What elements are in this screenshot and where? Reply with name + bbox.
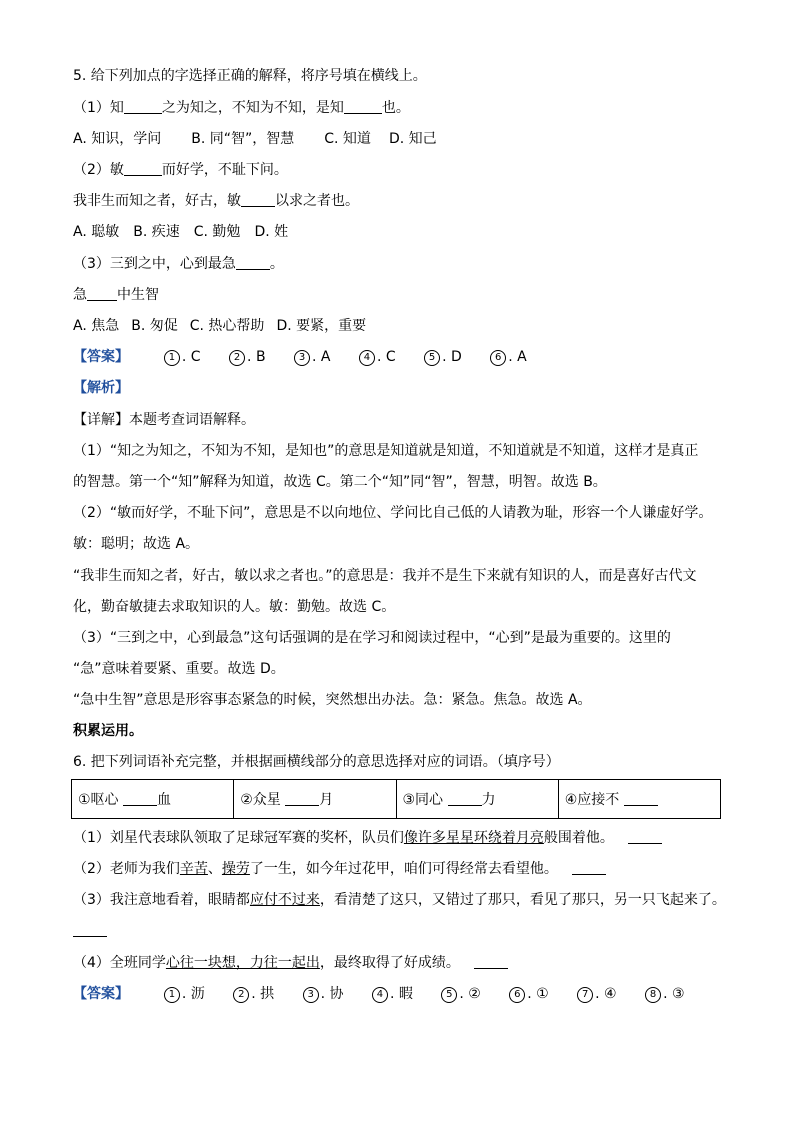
q5-sentence-2 <box>73 160 288 180</box>
answer-value: . 拱 <box>251 986 275 1002</box>
q5-s2b-end: 以求之者也。 <box>275 193 359 209</box>
option: A. 焦急 <box>73 318 120 334</box>
word-prefix: ③同心 <box>402 792 444 808</box>
answer-blank <box>572 860 606 875</box>
q5-s3b-pre: 急 <box>73 287 87 303</box>
circled-number: 5 <box>441 987 457 1003</box>
word-suffix: 力 <box>481 792 496 808</box>
word-prefix: ②众星 <box>240 792 281 808</box>
q6-word-table <box>71 779 721 819</box>
q6-s3-end: ，看清楚了这只，又错过了那只，看见了那只，另一只飞起来了。 <box>319 892 726 908</box>
q5-options-1 <box>73 129 437 149</box>
q5-s1-mid: 之为知之，不知为不知，是知 <box>161 100 344 116</box>
q5-s1-pre: （1）知 <box>73 100 124 116</box>
analysis-label: 【解析】 <box>73 380 129 396</box>
analysis-line: 【详解】本题考查词语解释。 <box>73 412 255 428</box>
answer-value: . B <box>247 349 266 365</box>
answer-blank <box>624 791 658 806</box>
analysis-line: 的智慧。第一个“知”解释为知道，故选 C。第二个“知”同“智”，智慧，明智。故选 B。 <box>73 474 607 490</box>
q6-sentence-4 <box>73 953 508 973</box>
word-suffix: 月 <box>319 792 334 808</box>
option: B. 匆促 <box>131 318 178 334</box>
circled-number: 5 <box>424 350 440 366</box>
answer-label: 【答案】 <box>73 349 129 365</box>
answer-blank <box>87 286 117 301</box>
q6-s4-pre: （4）全班同学 <box>73 955 166 971</box>
q5-sentence-3b <box>73 285 159 305</box>
circled-number: 6 <box>490 350 506 366</box>
underlined-phrase: 辛苦 <box>179 861 208 877</box>
answer-blank <box>474 954 508 969</box>
answer-value: . ③ <box>663 986 685 1002</box>
circled-number: 2 <box>229 350 245 366</box>
analysis-line: （2）“敏而好学，不耻下问”，意思是不以向地位、学问比自己低的人请教为耻，形容一个人谦虚好学。 <box>73 505 713 521</box>
answer-blank <box>285 791 319 806</box>
answer-value: . ① <box>527 986 549 1002</box>
option: A. 聪敏 <box>73 224 120 240</box>
option: D. 要紧，重要 <box>276 318 367 334</box>
q6-sentence-1 <box>73 828 662 848</box>
q6-s2-pre: （2）老师为我们 <box>73 861 180 877</box>
section-title: 积累运用。 <box>73 723 143 739</box>
q5-answer-row <box>73 347 551 367</box>
word-cell <box>558 780 720 819</box>
answer-value: . 沥 <box>181 986 205 1002</box>
circled-number: 4 <box>372 987 388 1003</box>
underlined-phrase: 心往一块想，力往一起出 <box>165 955 320 971</box>
analysis-line: （1）“知之为知之，不知为不知，是知也”的意思是知道就是知道，不知道就是不知道，这样才是真正 <box>73 443 699 459</box>
answer-blank <box>236 255 270 270</box>
word-cell <box>234 780 396 819</box>
word-prefix: ④应接不 <box>564 792 620 808</box>
q5-s2-end: 而好学，不耻下问。 <box>161 162 288 178</box>
answer-value: . C <box>181 349 201 365</box>
option: C. 热心帮助 <box>189 318 265 334</box>
q6-sentence-2 <box>73 859 606 879</box>
q6-answer-row <box>73 984 709 1004</box>
word-cell <box>396 780 558 819</box>
analysis-line: “我非生而知之者，好古，敏以求之者也。”的意思是：我并不是生下来就有知识的人，而是喜好古代文 <box>73 568 697 584</box>
q5-s3-end: 。 <box>269 256 284 272</box>
analysis-line: 敏：聪明；故选 A。 <box>73 536 200 552</box>
answer-value: . A <box>508 349 527 365</box>
answer-blank <box>73 922 107 937</box>
q6-title: 6. 把下列词语补充完整，并根据画横线部分的意思选择对应的词语。（填序号） <box>73 754 560 770</box>
q5-options-2 <box>73 222 288 242</box>
answer-value: . ④ <box>595 986 617 1002</box>
answer-blank <box>123 791 157 806</box>
q6-s2-sep: 、 <box>207 861 222 877</box>
q6-sentence-3 <box>73 890 726 910</box>
circled-number: 4 <box>359 350 375 366</box>
answer-blank <box>241 192 275 207</box>
answer-value: . 协 <box>320 986 344 1002</box>
option: C. 知道 <box>324 131 371 147</box>
answer-value: . C <box>376 349 396 365</box>
answer-value: . D <box>442 349 462 365</box>
circled-number: 2 <box>233 987 249 1003</box>
q6-s4-end: ，最终取得了好成绩。 <box>319 955 460 971</box>
word-cell <box>72 780 234 819</box>
circled-number: 7 <box>577 987 593 1003</box>
underlined-phrase: 应付不过来 <box>249 892 320 908</box>
option: D. 知己 <box>388 131 437 147</box>
analysis-line: “急中生智”意思是形容事态紧急的时候，突然想出办法。急：紧急。焦急。故选 A。 <box>73 692 592 708</box>
circled-number: 3 <box>303 987 319 1003</box>
word-prefix: ①呕心 <box>78 792 119 808</box>
q5-sentence-3 <box>73 254 284 274</box>
answer-blank <box>448 791 482 806</box>
answer-blank <box>124 161 162 176</box>
underlined-phrase: 像许多星星环绕着月亮 <box>403 830 544 846</box>
answer-value: . A <box>312 349 331 365</box>
circled-number: 1 <box>164 350 180 366</box>
answer-blank <box>124 99 162 114</box>
q6-s1-end: 般围着他。 <box>543 830 614 846</box>
q5-title: 5. 给下列加点的字选择正确的解释，将序号填在横线上。 <box>73 68 427 84</box>
analysis-line: （3）“三到之中，心到最急”这句话强调的是在学习和阅读过程中，“心到”是最为重要的。这里的 <box>73 630 671 646</box>
q5-s3b-end: 中生智 <box>117 287 159 303</box>
q6-s3-pre: （3）我注意地看着，眼睛都 <box>73 892 250 908</box>
circled-number: 1 <box>164 987 180 1003</box>
option: D. 姓 <box>254 224 289 240</box>
option: B. 疾速 <box>133 224 180 240</box>
answer-blank <box>628 829 662 844</box>
answer-blank <box>344 99 382 114</box>
analysis-line: 化，勤奋敏捷去求取知识的人。敏：勤勉。故选 C。 <box>73 599 396 615</box>
q5-s2-pre: （2）敏 <box>73 162 124 178</box>
underlined-phrase: 操劳 <box>221 861 250 877</box>
answer-value: . 暇 <box>389 986 413 1002</box>
circled-number: 6 <box>509 987 525 1003</box>
q5-sentence-1 <box>73 98 410 118</box>
option: A. 知识，学问 <box>73 131 162 147</box>
q5-s3-pre: （3）三到之中，心到最急 <box>73 256 236 272</box>
circled-number: 3 <box>294 350 310 366</box>
q5-sentence-2b <box>73 191 359 211</box>
q5-options-3 <box>73 316 366 336</box>
q5-s1-end: 也。 <box>381 100 410 116</box>
option: B. 同“智”，智慧 <box>191 131 295 147</box>
word-suffix: 血 <box>157 792 172 808</box>
analysis-line: “急”意味着要紧、重要。故选 D。 <box>73 661 285 677</box>
circled-number: 8 <box>645 987 661 1003</box>
answer-value: . ② <box>459 986 481 1002</box>
answer-label: 【答案】 <box>73 986 129 1002</box>
q6-sentence-3-blank-line <box>73 921 107 941</box>
q6-s1-pre: （1）刘星代表球队领取了足球冠军赛的奖杯，队员们 <box>73 830 404 846</box>
option: C. 勤勉 <box>193 224 241 240</box>
q5-s2b-pre: 我非生而知之者，好古，敏 <box>73 193 241 209</box>
q6-s2-end: 了一生，如今年过花甲，咱们可得经常去看望他。 <box>249 861 558 877</box>
